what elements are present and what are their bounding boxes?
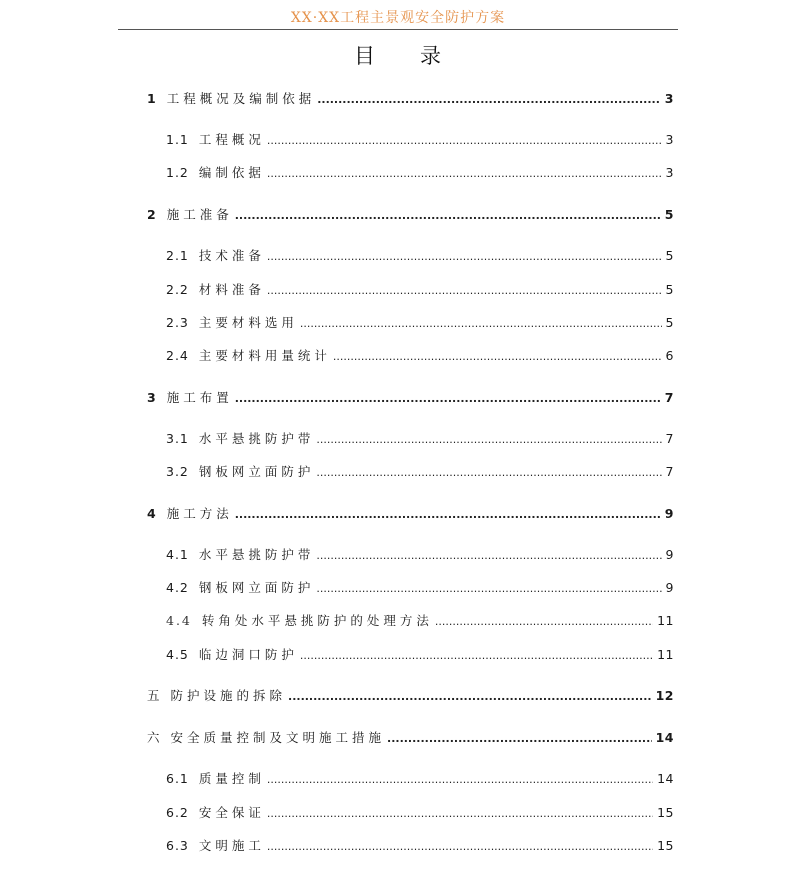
toc-entry-label: 主要材料选用 (198, 315, 298, 330)
toc-entry-number: 6.3 (166, 838, 189, 853)
toc-entry-number: 3.2 (166, 464, 189, 479)
toc-entry-number: 六 (147, 730, 161, 745)
toc-entry-4-1[interactable] (166, 545, 674, 565)
toc-entry-page: 15 (657, 805, 674, 820)
toc-entry-number: 6.2 (166, 805, 189, 820)
toc-entry-page: 9 (664, 506, 674, 521)
toc-entry-page: 11 (657, 647, 674, 662)
toc-entry-page: 7 (665, 464, 674, 479)
toc-entry-page: 11 (657, 613, 674, 628)
toc-heading-right: 录 (420, 44, 442, 68)
toc-entry-label: 技术准备 (198, 248, 265, 263)
toc-entry-number: 1.1 (166, 132, 189, 147)
toc-entry-label: 防护设施的拆除 (170, 688, 287, 703)
toc-entry-number: 4.2 (166, 580, 189, 595)
toc-entry-2-2[interactable] (166, 280, 674, 300)
toc-entry-number: 4.1 (166, 547, 189, 562)
toc-entry-label: 材料准备 (198, 282, 265, 297)
toc-entry-label: 文明施工 (198, 838, 265, 853)
toc-entry-4-5[interactable] (166, 645, 674, 665)
toc-entry-page: 5 (665, 282, 674, 297)
toc-entry-page: 14 (657, 771, 674, 786)
toc-entry-label: 钢板网立面防护 (198, 464, 315, 479)
toc-entry-page: 5 (664, 207, 674, 222)
toc-entry-page: 9 (665, 580, 674, 595)
toc-entry-label: 钢板网立面防护 (198, 580, 315, 595)
toc-entry-label: 工程概况及编制依据 (166, 91, 316, 106)
toc-dot-leader (267, 131, 662, 151)
toc-dot-leader (267, 247, 662, 267)
toc-entry-page: 14 (655, 730, 674, 745)
toc-entry-6-3[interactable] (166, 836, 674, 856)
toc-entry-1-1[interactable] (166, 130, 674, 150)
toc-entry-page: 6 (665, 348, 674, 363)
running-header-title: XX·XX工程主景观安全防护方案 (290, 10, 506, 26)
toc-entry-number: 五 (147, 688, 161, 703)
toc-dot-leader (316, 546, 661, 566)
toc-entry-number: 2.3 (166, 315, 189, 330)
toc-dot-leader (316, 430, 661, 450)
toc-dot-leader (316, 579, 661, 599)
toc-dot-leader (300, 646, 653, 666)
toc-entry-label: 水平悬挑防护带 (198, 547, 315, 562)
toc-entry-2-3[interactable] (166, 313, 674, 333)
toc-entry-number: 6.1 (166, 771, 189, 786)
toc-entry-4-4[interactable] (166, 611, 674, 631)
toc-entry-number: 4.4 (166, 613, 192, 628)
toc-entry-4-2[interactable] (166, 578, 674, 598)
toc-entry-label: 安全质量控制及文明施工措施 (170, 730, 386, 745)
toc-entry-page: 3 (665, 132, 674, 147)
toc-dot-leader (235, 389, 661, 409)
toc-entry-page: 7 (664, 390, 674, 405)
toc-entry-1-2[interactable] (166, 163, 674, 183)
toc-entry-6-1[interactable] (166, 769, 674, 789)
toc-entry-page: 9 (665, 547, 674, 562)
toc-entry-6[interactable] (147, 728, 674, 748)
toc-dot-leader (267, 837, 653, 857)
toc-dot-leader (288, 687, 652, 707)
toc-entry-2-4[interactable] (166, 346, 674, 366)
toc-entry-label: 施工布置 (166, 390, 233, 405)
toc-dot-leader (235, 206, 661, 226)
toc-dot-leader (317, 90, 661, 110)
toc-entry-number: 3.1 (166, 431, 189, 446)
toc-entry-label: 主要材料用量统计 (198, 348, 331, 363)
toc-entry-label: 水平悬挑防护带 (198, 431, 315, 446)
toc-entry-number: 2.4 (166, 348, 189, 363)
toc-entry-3[interactable] (147, 388, 674, 408)
toc-entry-number: 2 (147, 207, 157, 222)
toc-entry-number: 4.5 (166, 647, 189, 662)
toc-entry-label: 工程概况 (198, 132, 265, 147)
toc-entry-page: 12 (655, 688, 674, 703)
toc-entry-label: 施工准备 (166, 207, 233, 222)
toc-entry-number: 1.2 (166, 165, 189, 180)
toc-entry-page: 3 (665, 165, 674, 180)
toc-dot-leader (435, 612, 653, 632)
toc-dot-leader (300, 314, 662, 334)
toc-entry-label: 安全保证 (198, 805, 265, 820)
toc-entry-6-2[interactable] (166, 803, 674, 823)
toc-entry-2[interactable] (147, 205, 674, 225)
toc-entry-1[interactable] (147, 89, 674, 109)
toc-dot-leader (267, 804, 653, 824)
toc-entry-4[interactable] (147, 504, 674, 524)
toc-entry-5[interactable] (147, 686, 674, 706)
toc-entry-label: 转角处水平悬挑防护的处理方法 (201, 613, 433, 628)
toc-entry-number: 1 (147, 91, 157, 106)
toc-entry-3-2[interactable] (166, 462, 674, 482)
toc-entry-label: 临边洞口防护 (198, 647, 298, 662)
toc-entry-2-1[interactable] (166, 246, 674, 266)
toc-entry-page: 3 (664, 91, 674, 106)
toc-dot-leader (333, 347, 662, 367)
toc-entry-label: 编制依据 (198, 165, 265, 180)
toc-dot-leader (387, 729, 652, 749)
toc-entry-label: 施工方法 (166, 506, 233, 521)
toc-entry-label: 质量控制 (198, 771, 265, 786)
toc-entry-number: 2.2 (166, 282, 189, 297)
toc-entry-3-1[interactable] (166, 429, 674, 449)
toc-dot-leader (267, 164, 662, 184)
toc-dot-leader (235, 505, 661, 525)
toc-entry-page: 7 (665, 431, 674, 446)
toc-entry-number: 4 (147, 506, 157, 521)
toc-dot-leader (316, 463, 661, 483)
toc-entry-number: 2.1 (166, 248, 189, 263)
toc-dot-leader (267, 770, 653, 790)
toc-entry-number: 3 (147, 390, 157, 405)
toc-entry-page: 5 (665, 248, 674, 263)
toc-entry-page: 15 (657, 838, 674, 853)
toc-dot-leader (267, 281, 662, 301)
toc-entry-page: 5 (665, 315, 674, 330)
toc-heading-left: 目 (354, 44, 376, 68)
